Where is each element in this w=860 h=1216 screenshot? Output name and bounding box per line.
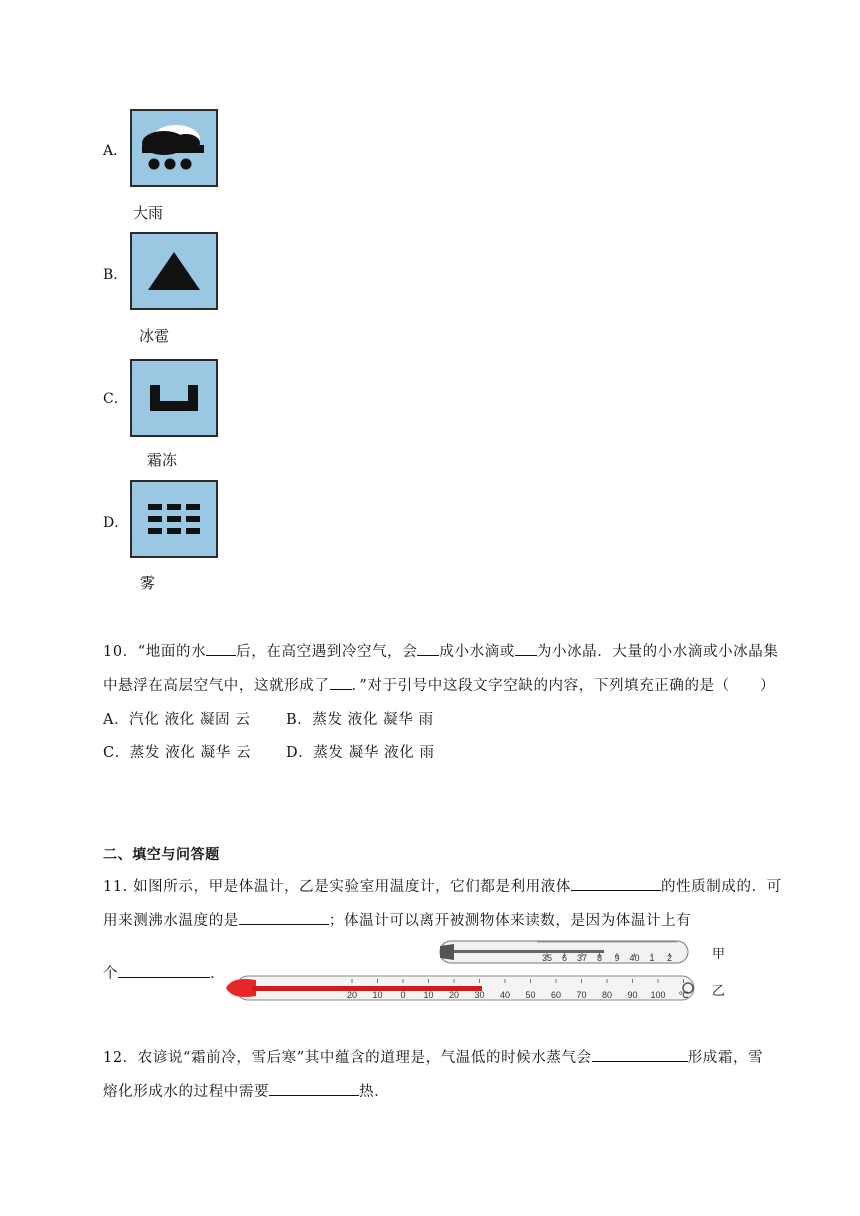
text: ；体温计可以离开被测物体来读数，是因为体温计上有	[328, 913, 692, 929]
scale-label: 10	[372, 990, 383, 1000]
choice-b[interactable]: B．蒸发 液化 凝华 雨	[286, 712, 434, 728]
q10-line1	[103, 640, 778, 661]
scale-label: 35	[541, 953, 553, 963]
choice-a[interactable]: A．汽化 液化 凝固 云	[103, 712, 251, 728]
answer-blank[interactable]	[206, 641, 236, 656]
lab-thermometer	[226, 976, 694, 1000]
answer-blank[interactable]	[330, 675, 352, 690]
text: 形成霜，雪	[687, 1050, 764, 1066]
scale-label: ℃	[678, 990, 689, 1000]
scale-label: 0	[400, 990, 406, 1000]
text: 10．“地面的水	[103, 644, 207, 660]
answer-blank[interactable]	[592, 1047, 688, 1062]
option-caption: 大雨	[133, 204, 164, 222]
text: 中悬浮在高层空气中，这就形成了	[103, 678, 330, 694]
q11-line2	[103, 909, 691, 930]
scale-label: 9	[614, 953, 620, 963]
scale-label: 80	[601, 990, 613, 1000]
answer-blank[interactable]	[515, 641, 537, 656]
scale-label: 30	[474, 990, 485, 1000]
triangle-icon	[130, 232, 218, 310]
choice-d[interactable]: D．蒸发 凝华 液化 雨	[286, 745, 435, 761]
option-caption: 霜冻	[147, 451, 178, 469]
scale-label: 20	[448, 990, 460, 1000]
text: 为小冰晶．大量的小水滴或小冰晶集	[536, 644, 779, 660]
scale-label: 40	[499, 990, 511, 1000]
clinical-thermometer	[440, 941, 688, 963]
text: ．	[210, 966, 226, 982]
text: 的性质制成的．可	[660, 879, 782, 895]
answer-blank[interactable]	[239, 910, 329, 925]
scale-label: 70	[576, 990, 587, 1000]
snow-cloud-icon	[130, 109, 218, 187]
text: 个	[103, 966, 119, 982]
bracket-icon	[130, 359, 218, 437]
text: 后，在高空遇到冷空气，会	[236, 644, 418, 660]
dash-grid-icon	[130, 480, 218, 558]
q11-line3	[103, 962, 225, 983]
scale-label: 37	[576, 953, 588, 963]
option-letter: C．	[103, 391, 128, 407]
answer-blank[interactable]	[417, 641, 439, 656]
option-letter: D．	[103, 515, 129, 531]
label-jia: 甲	[712, 947, 726, 962]
scale-label: 50	[525, 990, 536, 1000]
scale-label: 40	[629, 953, 640, 963]
text: 12．农谚说“霜前冷，雪后寒”其中蕴含的道理是，气温低的时候水蒸气会	[103, 1050, 592, 1066]
q11-line1	[103, 875, 782, 896]
text: ．”对于引号中这段文字空缺的内容，下列填充正确的是（ ）	[351, 678, 776, 694]
scale-label: 6	[561, 953, 568, 963]
scale-label: 1	[649, 953, 655, 963]
option-letter: B．	[103, 267, 128, 283]
answer-blank[interactable]	[269, 1081, 359, 1096]
q10-line2	[103, 674, 775, 695]
answer-blank[interactable]	[571, 876, 661, 891]
text: 成小水滴或	[439, 644, 515, 660]
thermometers-figure	[222, 936, 702, 1002]
q12-line1	[103, 1046, 763, 1067]
text: 11. 如图所示，甲是体温计，乙是实验室用温度计，它们都是利用液体	[103, 879, 571, 895]
text: 熔化形成水的过程中需要	[103, 1084, 270, 1100]
answer-blank[interactable]	[118, 963, 210, 978]
text: 用来测沸水温度的是	[103, 913, 239, 929]
section-title: 二、填空与问答题	[103, 847, 220, 863]
scale-label: 60	[550, 990, 562, 1000]
scale-label: 8	[596, 953, 603, 963]
option-caption: 冰雹	[139, 327, 170, 345]
scale-label: 20	[346, 990, 358, 1000]
option-caption: 雾	[140, 574, 156, 592]
scale-label: 100	[650, 990, 666, 1000]
text: 热．	[359, 1084, 390, 1100]
q12-line2	[103, 1080, 389, 1101]
choice-c[interactable]: C．蒸发 液化 凝华 云	[103, 745, 252, 761]
option-letter: A．	[103, 143, 128, 159]
scale-label: 90	[627, 990, 638, 1000]
scale-label: 2	[666, 953, 673, 963]
scale-label: 10	[423, 990, 434, 1000]
label-yi: 乙	[712, 984, 726, 999]
